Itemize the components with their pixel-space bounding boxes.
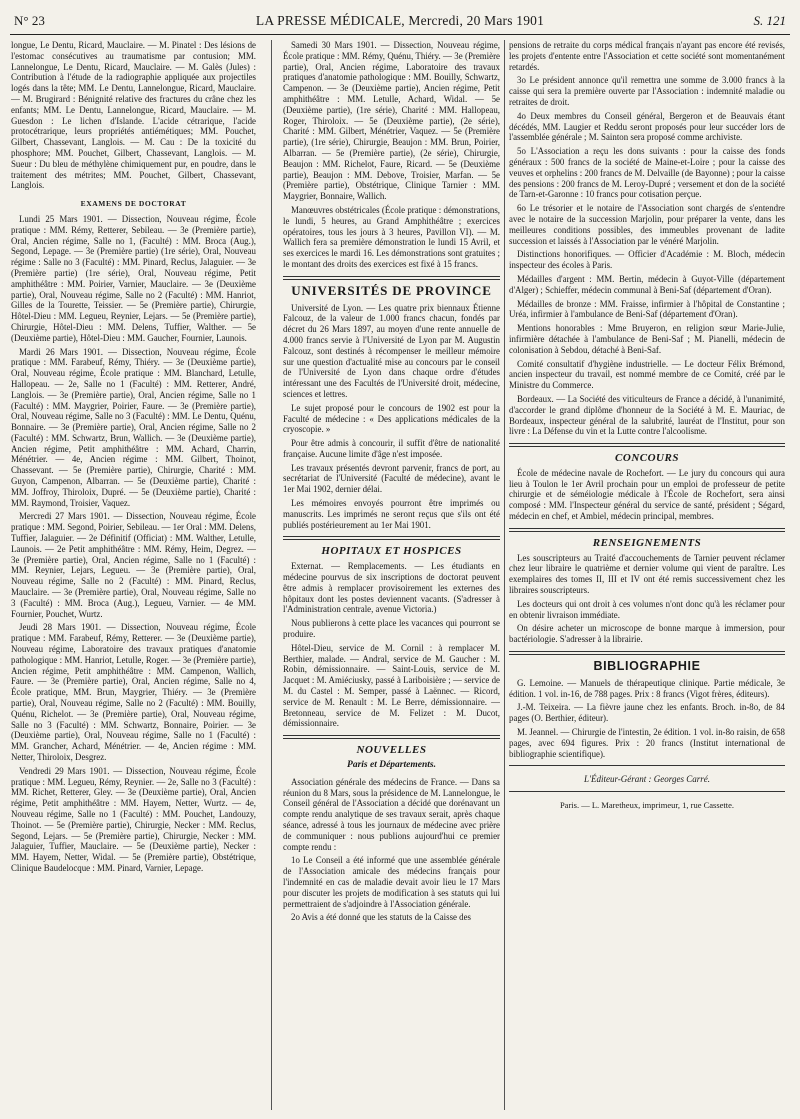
section-rule — [509, 443, 785, 447]
exam-tuesday: Mardi 26 Mars 1901. — Dissection, Nouveau régime, École pratique : MM. Farabeuf, Rémy, Thiéry. — 3e (Deuxième partie), Oral, Nouveau régime, École pratique : MM. Blanchard, Letulle, Hallopeau. — 2e, Salle no 1 (Faculté) : MM. Retterer, André, Langlois. — 3e (Première partie), Oral, Ancien régime, Salle no 1 (Faculté) : MM. Maygrier, Poirier, Faure. — 3e (Première partie), Oral, Nouveau régime, Salle no 3 (Faculté) : MM. Le Dentu, Quénu, Bonnaire. — 3e (Première partie), Oral, Ancien régime, Salle no 2 (Faculté) : MM. Schwartz, Brun, Wallich. — 3e (Deuxième partie), Ancien régime, Petit amphithéâtre : MM. Achard, Charrin, Ménétrier. — 4e, Ancien régime : MM. Gilbert, Thoinot, Chassevant. — 5e (Première partie), Chirurgie, Charité : MM. Guyon, Campenon, Albarran. — 5e (Deuxième partie), Charité : MM. Joffroy, Thiroloix, Dupré. — 5e (Deuxième partie), Charité : MM. Raymond, Troisier, Vaquez. — [11, 346, 256, 508]
tarnier-delivery: Les docteurs qui ont droit à ces volumes n'ont donc qu'à les réclamer pour en obtenir livraison immédiate. — [509, 598, 785, 620]
association-item-1: 1o Le Conseil a été informé que une assemblée générale de l'Association amicale des médecins français pour l'indemnité en cas de maladie devait avoir lieu le 17 Mars pour discuter les projets de modification à ses statuts qui lui permettraient de s'adjoindre à l'Association générale. — [283, 855, 500, 909]
section-rule — [509, 528, 785, 532]
issue-number: N° 23 — [14, 13, 45, 28]
hygiene-committee: Comité consultatif d'hygiène industrielle. — Le docteur Félix Brémond, ancien inspecteur du travail, est nommé membre de ce Comité, créé par le Ministre du Commerce. — [509, 358, 785, 391]
printer-imprint: Paris. — L. Maretheux, imprimeur, 1, rue Cassette. — [559, 800, 735, 811]
header-rule — [10, 34, 790, 35]
bib-lemoine: G. Lemoine. — Manuels de thérapeutique clinique. Partie médicale, 3e édition. 1 vol. in-16, de 788 pages. Prix : 8 francs (Vigot frères, éditeurs). — [509, 677, 785, 699]
section-rule — [283, 735, 500, 739]
exam-thursday: Jeudi 28 Mars 1901. — Dissection, Nouveau régime, École pratique : MM. Farabeuf, Rémy, Retterer. — 3e (Deuxième partie), Nouveau régime, Laboratoire des travaux pratiques d'anatomie pathologique : MM. Hanriot, Letulle, Roger. — 3e (Première partie), Ancien régime, Petit amphithéâtre : MM. Campenon, Wallich, Faure. — 3e (Première partie), Oral, Ancien régime, Salle no 4, École pratique, MM. Brun, Maygrier, Thiéry. — 3e (Première partie), Oral, Nouveau régime, Salle no 2 (Faculté) : MM. Bouilly, Quénu, Richelot. — 3e (Première partie), Oral, Nouveau régime, Salle no 3 (Faculté) : MM. Schwartz, Bonnaire, Poirier. — 3e (Deuxième partie), Oral, Nouveau régime, Salle no 1 (Faculté) : MM. Grancher, Achard, Ménétrier. — 4e, Ancien régime : MM. Netter, Thiroloix, Desgrez. — [11, 622, 256, 762]
column-middle — [283, 40, 500, 1112]
lyon-deadline: Les travaux présentés devront parvenir, francs de port, au secrétariat de l'Université (Faculté de médecine), avant le 1er Mai 1902, dernier délai. — [283, 462, 500, 495]
column-divider — [504, 40, 505, 1110]
exam-friday: Vendredi 29 Mars 1901. — Dissection, Nouveau régime, École pratique : MM. Legueu, Rémy, Reynier. — 2e, Salle no 3 (Faculté) : MM. Richet, Retterer, Gley. — 3e (Deuxième partie), Oral, Ancien régime, Petit amphithéâtre : MM. Hayem, Netter, Wurtz. — 4e, Nouveau régime, Salle no 1 (Faculté) : MM. Pouchet, Landouzy, Thoinot. — 5e (Première partie), Chirurgie, Necker : MM. Reclus, Segond, Lejars. — 5e (Première partie), Chirurgie, Necker : MM. Jalaguier, Tuffier, Mauclaire. — 5e (Deuxième partie), Necker : MM. Hayem, Netter, Widal. — 5e (Première partie), Obstétrique, Clinique Baudelocque : MM. Pinard, Varnier, Lepage. — [11, 765, 256, 873]
column-right — [509, 40, 785, 1112]
page-header — [14, 10, 786, 34]
exam-monday: Lundi 25 Mars 1901. — Dissection, Nouveau régime, École pratique : MM. Rémy, Retterer, Sebileau. — 3e (Première partie), Oral, Ancien régime, Salle no 1, (Faculté) : MM. Broca (Aug.), Segond, Lepage. — 3e (Première partie) (1re série), Oral, Nouveau régime : Salle no 3 (Faculté) : MM. Pinard, Reclus, Jalaguier. — 3e (Première partie) (1re série), Oral, Nouveau régime, Petit amphithéâtre : MM. Poirier, Varnier, Mauclaire. — 3e (Deuxième partie), Oral, Nouveau régime, Salle no 2 (Faculté) : MM. Hanriot, Gilles de la Tourette, Teissier. — 5e (Première partie), Chirurgie, Hôtel-Dieu : MM. Legueu, Reynier, Lejars. — 5e (Première partie), Chirurgie, Hôtel-Dieu : MM. Delens, Tuffier, Walther. — 5e (Deuxième partie), Hôtel-Dieu : MM. Gaucher, Fournier, Launois. — [11, 213, 256, 343]
distinctions-argent: Médailles d'argent : MM. Bertin, médecin à Guyot-Ville (département d'Alger) ; Schieffer, médecin communal à Beni-Saf (département d'Oran). — [509, 273, 785, 295]
distinctions-mentions: Mentions honorables : Mme Bruyeron, en religion sœur Marie-Julie, infirmière détachée à l'ambulance de Beni-Saf ; M. Pianelli, médecin de colonisation à Sebdou, détaché à Beni-Saf. — [509, 323, 785, 355]
section-title-concours: CONCOURS — [615, 452, 679, 465]
exam-saturday: Samedi 30 Mars 1901. — Dissection, Nouveau régime, École pratique : MM. Rémy, Quénu, Thiéry. — 3e (Première partie), Oral, Ancien régime, Laboratoire des travaux pratiques d'anatomie pathologique : MM. Bouilly, Schwartz, Campenon. — 3e (Deuxième partie), Ancien régime, Petit amphithéâtre : MM. Letulle, Achard, Widal. — 5e (Deuxième partie), (1re série), Charité : MM. Hallopeau, Roger, Thiroloix. — 5e (Deuxième partie), (2e série), Charité : MM. Gilbert, Ménétrier, Vaquez. — 5e (Première partie), (1re série), Chirurgie, Beaujon : MM. Brun, Poirier, Albarran. — 5e (Première partie), (2e série), Chirurgie, Beaujon : MM. Richelot, Faure, Ricard. — 5e (Deuxième partie), Beaujon : MM. Debove, Troisier, Marfan. — 5e (Première partie), Obstétrique, Clinique Tarnier : MM. Maygrier, Bonnaire, Wallich. — [283, 40, 500, 202]
footer-rule — [509, 791, 785, 792]
lyon-subject: Le sujet proposé pour le concours de 1902 est pour la Faculté de médecine : « Des applications médicales de la cryoscopie. » — [283, 402, 500, 435]
bordeaux-notice: Bordeaux. — La Société des viticulteurs de France a décidé, à l'unanimité, d'accorder le grand diplôme d'honneur de la Société à M. E. Mauriac, de Bordeaux, inspecteur général de la salubrité, lauréat de l'Institut, pour son livre : La Défense du vin et la Lutte contre l'alcoolisme. — [509, 393, 785, 437]
section-title-examens: EXAMENS DE DOCTORAT — [80, 199, 187, 209]
microscope-wanted: On désire acheter un microscope de bonne marque à immersion, pour bactériologie. S'adresser à la librairie. — [509, 623, 785, 645]
association-item-4: 4o Deux membres du Conseil général, Bergeron et de Beauvais étant décédés, MM. Laugier et Reddu seront proposés pour leur succéder lors de l'assemblée générale ; M. Sainton sera proposé comme archiviste. — [509, 110, 785, 143]
bib-teixeira: J.-M. Teixeira. — La fièvre jaune chez les enfants. Broch. in-8o, de 84 pages (O. Berthier, éditeur). — [509, 702, 785, 724]
manoeuvres-notice: Manœuvres obstétricales (École pratique : démonstrations, le lundi, 5 heures, au Grand Amphithéâtre ; exercices opératoires, tous les jours à 3 heures, Pavillon VI). — M. Wallich fera sa première démonstration le lundi 15 Avril, et ses exercices le mardi 16. Les démonstrations sont gratuites ; le montant des droits des exercices est fixé à 15 francs. — [283, 204, 500, 269]
association-item-2: 2o Avis a été donné que les statuts de la Caisse des — [291, 912, 472, 923]
section-rule — [509, 651, 785, 655]
bib-jeannel: M. Jeannel. — Chirurgie de l'intestin, 2e édition. 1 vol. in-8o raisin, de 658 pages, avec 694 figures. Prix : 20 francs (Institut international de bibliographie scientifique). — [509, 727, 785, 759]
rochefort-concours: École de médecine navale de Rochefort. — Le jury du concours qui aura lieu à Toulon le 1er Avril prochain pour un emploi de professeur de petite chirurgie et de séméiologie médicale à l'École de Rochefort, sera ainsi composé : MM. l'Inspecteur général du service de santé, président ; Ségard, médecin en chef, et Ambiel, médecin principal, membres. — [509, 467, 785, 522]
page-number: S. 121 — [753, 13, 786, 28]
distinctions-bronze: Médailles de bronze : MM. Fraisse, infirmier à l'hôpital de Constantine ; Uréa, infirmier à l'ambulance de Beni-Saf (département d'Oran). — [509, 298, 785, 320]
lyon-memoirs: Les mémoires envoyés pourront être imprimés ou manuscrits. Les imprimés ne seront reçus que s'ils ont été publiés postérieurement au 1er Mai 1901. — [283, 498, 500, 530]
section-title-universites: UNIVERSITÉS DE PROVINCE — [291, 282, 492, 298]
footer-rule — [509, 765, 785, 766]
association-item-3: 3o Le président annonce qu'il remettra une somme de 3.000 francs à la caisse qui sera la première ouverte par l'Association : indemnité maladie ou retraites de droit. — [509, 75, 785, 107]
lyon-prize: Université de Lyon. — Les quatre prix biennaux Étienne Falcouz, de la valeur de 1.000 francs chacun, fondés par décret du 26 Mars 1897, au moyen d'une rente annuelle de 4.000 francs servie à l'Université de Lyon par M. Augustin Falcouz, sont destinés à récompenser le meilleur mémoire sur une question d'actualité mise au concours par le conseil de l'Université de Lyon dans chaque ordre d'études intéressant une des Facultés de l'Université droit, médecine, sciences et lettres. — [283, 302, 500, 399]
association-item-5: 5o L'Association a reçu les dons suivants : pour la caisse des fonds généraux : 500 francs de la société de Maine-et-Loire ; pour la caisse des veuves et orphelins : 200 francs de M. Delvaille (de Bayonne) ; pour la caisse des pensions : 200 francs de M. Leroy-Dupré ; versement et don de la société de Tarn-et-Garonne : 10 francs pour cotisation perçue. — [509, 146, 785, 200]
column-divider — [271, 40, 272, 1110]
section-title-nouvelles: NOUVELLES — [356, 744, 427, 757]
section-rule — [283, 536, 500, 540]
lyon-eligibility: Pour être admis à concourir, il suffit d'être de nationalité française. Aucune limite d'âge n'est imposée. — [283, 438, 500, 459]
thesis-list: longue, Le Dentu, Ricard, Mauclaire. — M. Pinatel : Des lésions de l'estomac consécutives au traumatisme par contusion; MM. Lannelongue, Le Dentu, Ricard, Mauclaire. — M. Galès (Jules) : Contribution à l'étude de la radiographie appliquée aux projectiles logés dans la tête; MM. Le Dentu, Lannelongue, Ricard, Mauclaire. — M. Brugirard : Bénignité relative des fractures du crâne chez les enfants; MM. Le Dentu, Lannelongue, Ricard, Mauclaire. — M. Guesdon : Le lichen d'Islande. L'acide cétrarique, l'acide protocétrarique, leurs propriétés antiémétiques; MM. Pouchet, Gilbert, Chassevant, Langlois. — M. Cau : De la toxicité du phosphore; MM. Pouchet, Gilbert, Chassevant, Langlois. — M. Sueur : Du bleu de méthylène chimiquement pur, en poudre, dans le traitement des métrites; MM. Pouchet, Gilbert, Chassevant, Langlois. — [11, 40, 256, 191]
section-rule — [283, 276, 500, 280]
section-title-renseignements: RENSEIGNEMENTS — [592, 536, 702, 549]
masthead-title: LA PRESSE MÉDICALE, Mercredi, 20 Mars 1901 — [255, 13, 545, 28]
vacancies-note: Nous publierons à cette place les vacances qui pourront se produire. — [283, 618, 500, 640]
editor-signature: L'Éditeur-Gérant : Georges Carré. — [584, 774, 710, 785]
distinctions-officier: Distinctions honorifiques. — Officier d'Académie : M. Bloch, médecin inspecteur des écoles à Paris. — [509, 249, 785, 271]
section-title-bibliographie: BIBLIOGRAPHIE — [593, 659, 701, 674]
column-left — [11, 40, 256, 1112]
subsection-paris: Paris et Départements. — [347, 760, 436, 771]
externat-notice: Externat. — Remplacements. — Les étudiants en médecine pourvus de six inscriptions de doctorat peuvent être admis à remplacer provisoirement les externes des hôpitaux dont les postes deviennent vacants. (S'adresser à l'Administration centrale, avenue Victoria.) — [283, 561, 500, 615]
exam-wednesday: Mercredi 27 Mars 1901. — Dissection, Nouveau régime, École pratique : MM. Segond, Poirier, Sebileau. — 1er Oral : MM. Delens, Tuffier, Jalaguier. — 2e Définitif (Officiat) : MM. Walther, Letulle, Launois. — 2e Petit amphithéâtre : MM. Rémy, Heim, Degrez. — 3e (Première partie), Oral, Ancien régime, Salle no 1 (Faculté) : MM. Reynier, Lejars, Legueu. — 3e (Première partie), Oral, Nouveau régime, Salle no 2 (Faculté) : MM. Pinard, Reclus, Mauclaire. — 3e (Première partie), Oral, Nouveau régime, Salle no 3 (Faculté) : MM. Broca (Aug.), Legueu, Varnier. — 4e MM. Fournier, Pouchet, Wurtz. — [11, 511, 256, 619]
tarnier-notice: Les souscripteurs au Traité d'accouchements de Tarnier peuvent réclamer chez leur libraire le quatrième et dernier volume qui vient de paraître. Les exemplaires des tomes II, III et IV ont été remis successivement chez les libraires souscripteurs. — [509, 552, 785, 596]
section-title-hopitaux: HOPITAUX ET HOSPICES — [321, 545, 462, 558]
association-item-6: 6o Le trésorier et le notaire de l'Association sont chargés de s'entendre avec le notaire de la succession Marjolin, pour préparer la vente, dans les meilleures conditions possibles, des immeubles provenant de ladite succession et laissés à l'Association par le vénéré Marjolin. — [509, 203, 785, 246]
association-item-2-cont: pensions de retraite du corps médical français n'ayant pas encore été revisés, les projets d'entente entre l'Association et cette société sont momentanément retardés. — [509, 40, 785, 72]
hospital-replacements: Hôtel-Dieu, service de M. Cornil : à remplacer M. Berthier, malade. — Andral, service de M. Gaucher : M. Robin, démissionnaire. — Saint-Louis, service de M. Jacquet : M. Amiéciusky, passé à Lariboisière ; — service de M. du Castel : M. Semper, passé à Laënnec. — Ricord, service de M. Renault : M. Le Berre, démissionnaire. — Bretonneau, service de M. Felizet : M. Ducot, démissionnaire. — [283, 642, 500, 729]
association-report: Association générale des médecins de France. — Dans sa réunion du 8 Mars, sous la présidence de M. Lannelongue, le Conseil général de l'Association a décidé que dorénavant un compte rendu analytique de ses travaux serait, après chaque séance, adressé à tous les journaux de médecine avec prière de communiquer : nous publions aujourd'hui ce premier compte rendu : — [283, 776, 500, 852]
